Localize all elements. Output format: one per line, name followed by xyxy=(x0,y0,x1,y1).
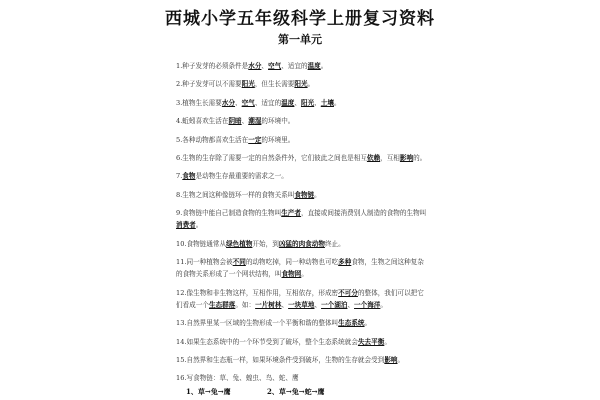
item-text: 13.自然界里某一区域的生物形成一个平衡和谐的整体叫 xyxy=(176,319,339,328)
keyword: 一片树林 xyxy=(255,300,282,309)
item-text: 4.蚯蚓喜欢生活在 xyxy=(176,117,229,126)
item-text: 、 xyxy=(235,98,242,107)
item-text: ，但生长需要 xyxy=(254,80,295,89)
item-text: 2.种子发芽可以不需要 xyxy=(176,80,242,89)
keyword: 阳光 xyxy=(241,80,255,89)
item-text: 、适宜的 xyxy=(254,98,282,107)
item-text: 11.同一种植物会被 xyxy=(176,258,233,267)
keyword: 影响 xyxy=(399,153,414,162)
keyword: 生态群落 xyxy=(208,300,236,309)
item-text: 、 xyxy=(261,62,269,70)
item-text: 的整体，我们可以把它们看成一个 xyxy=(176,288,424,309)
keyword: 凶猛的肉食动物 xyxy=(278,239,325,248)
review-item xyxy=(176,207,428,231)
item-text: 。 xyxy=(195,221,203,230)
review-item xyxy=(176,189,428,201)
item-text: 的。 xyxy=(413,153,427,162)
item-text: 16.写食物链：草、兔、蝗虫、鸟、蛇、鹰 xyxy=(176,374,299,383)
keyword: 温度 xyxy=(281,98,295,107)
food-chain-answer-1: 1、草→兔→鹰 xyxy=(186,387,231,396)
item-text: 、 xyxy=(314,98,321,107)
keyword: 食物链 xyxy=(294,190,315,199)
item-text: 10.食物链通常从 xyxy=(176,239,227,248)
keyword: 潮湿 xyxy=(248,117,262,126)
item-text: 开始，到 xyxy=(252,239,279,248)
keyword: 失去平衡 xyxy=(357,337,385,346)
keyword: 多种 xyxy=(338,258,352,267)
review-items-list xyxy=(176,60,428,391)
keyword: 空气 xyxy=(268,62,282,70)
keyword: 温度 xyxy=(307,62,321,70)
keyword: 一个湖泊 xyxy=(321,300,348,309)
item-text: 。 xyxy=(314,190,321,199)
item-text: 、 xyxy=(314,300,322,309)
keyword: 影响 xyxy=(384,356,398,365)
keyword: 食物网 xyxy=(281,270,302,279)
item-text: 7. xyxy=(176,172,183,181)
item-text: 。 xyxy=(333,98,341,107)
keyword: 一块草地 xyxy=(288,300,315,309)
item-text: 、 xyxy=(347,300,355,309)
unit-heading: 第一单元 xyxy=(278,33,322,46)
item-text: 的环境里。 xyxy=(261,135,295,144)
review-item xyxy=(176,152,428,164)
keyword: 依赖 xyxy=(366,153,381,162)
item-text: 5.各种动物都喜欢生活在 xyxy=(176,135,249,144)
keyword: 阳光 xyxy=(300,98,315,107)
keyword: 不可分 xyxy=(338,288,358,297)
review-item xyxy=(176,134,428,146)
item-text: 。 xyxy=(307,80,315,89)
item-text: 15.自然界和生态瓶一样，如果环境条件受到破坏，生物的生存就会受到 xyxy=(176,356,385,365)
item-text: 的环境中。 xyxy=(261,117,295,126)
keyword: 阳光 xyxy=(294,80,308,89)
keyword: 空气 xyxy=(241,98,255,107)
keyword: 土壤 xyxy=(320,98,334,107)
item-text: 是动物生存最重要的需求之一。 xyxy=(195,172,288,181)
review-item xyxy=(176,317,428,329)
food-chain-answer-2: 2、草→兔→蛇→鹰 xyxy=(267,387,325,396)
keyword: 绿色植物 xyxy=(226,239,253,248)
item-text: 12.像生物和非生物这样，互相作用，互相依存，形成密 xyxy=(176,288,339,297)
item-text: 、 xyxy=(241,117,249,126)
item-text: 、适宜的 xyxy=(281,62,308,70)
item-text: 。 xyxy=(364,319,372,328)
item-text: 1.种子发芽的必须条件是 xyxy=(176,62,249,70)
review-item xyxy=(176,354,428,366)
keyword: 阴暗 xyxy=(228,117,242,126)
item-text: 、 xyxy=(281,300,289,309)
item-text: 。如： xyxy=(235,300,256,309)
item-text: 3.植物生长需要 xyxy=(176,98,222,107)
review-item xyxy=(176,115,428,127)
item-text: 9.食物链中能自己制造食物的生物叫 xyxy=(176,209,282,218)
keyword: 一个海洋 xyxy=(354,300,381,309)
item-text: 、 xyxy=(294,98,301,107)
review-item xyxy=(176,60,428,72)
item-text: 。 xyxy=(384,337,391,346)
item-text: ，互相 xyxy=(380,153,400,162)
item-text: 。 xyxy=(301,270,308,279)
item-text: 。 xyxy=(320,62,328,70)
keyword: 不同 xyxy=(232,258,246,267)
keyword: 消费者 xyxy=(176,221,196,230)
item-text: 6.生物的生存除了需要一定的自然条件外，它们彼此之间也是相互 xyxy=(176,153,367,162)
keyword: 食物 xyxy=(182,172,196,181)
review-item xyxy=(176,97,428,109)
review-item xyxy=(176,170,428,182)
keyword: 水分 xyxy=(221,98,236,107)
keyword: 生态系统 xyxy=(338,319,365,328)
review-item xyxy=(176,372,428,384)
food-chain-answers xyxy=(186,387,426,397)
review-item xyxy=(176,78,428,90)
keyword: 生产者 xyxy=(281,209,301,218)
item-text: 14.如果生态系统中的一个环节受到了破坏，整个生态系统就会 xyxy=(176,337,358,346)
item-text: 。 xyxy=(380,300,387,309)
item-text: 食物，生物之间这种复杂的食物关系形成了一个网状结构，叫 xyxy=(176,258,424,279)
item-text: 。 xyxy=(397,356,405,365)
keyword: 水分 xyxy=(248,62,262,70)
review-item xyxy=(176,238,428,250)
item-text: 终止。 xyxy=(324,239,345,248)
review-item xyxy=(176,256,428,280)
document-title: 西城小学五年级科学上册复习资料 xyxy=(165,9,435,29)
keyword: 一定 xyxy=(248,135,262,144)
item-text: ，直接或间接消费别人制造的食物的生物叫 xyxy=(300,209,427,218)
item-text: 的动物吃掉，同一种动物也可吃 xyxy=(245,258,339,267)
item-text: 8.生物之间这种像链环一样的食物关系叫 xyxy=(176,190,295,199)
review-item xyxy=(176,287,428,311)
review-item xyxy=(176,336,428,348)
